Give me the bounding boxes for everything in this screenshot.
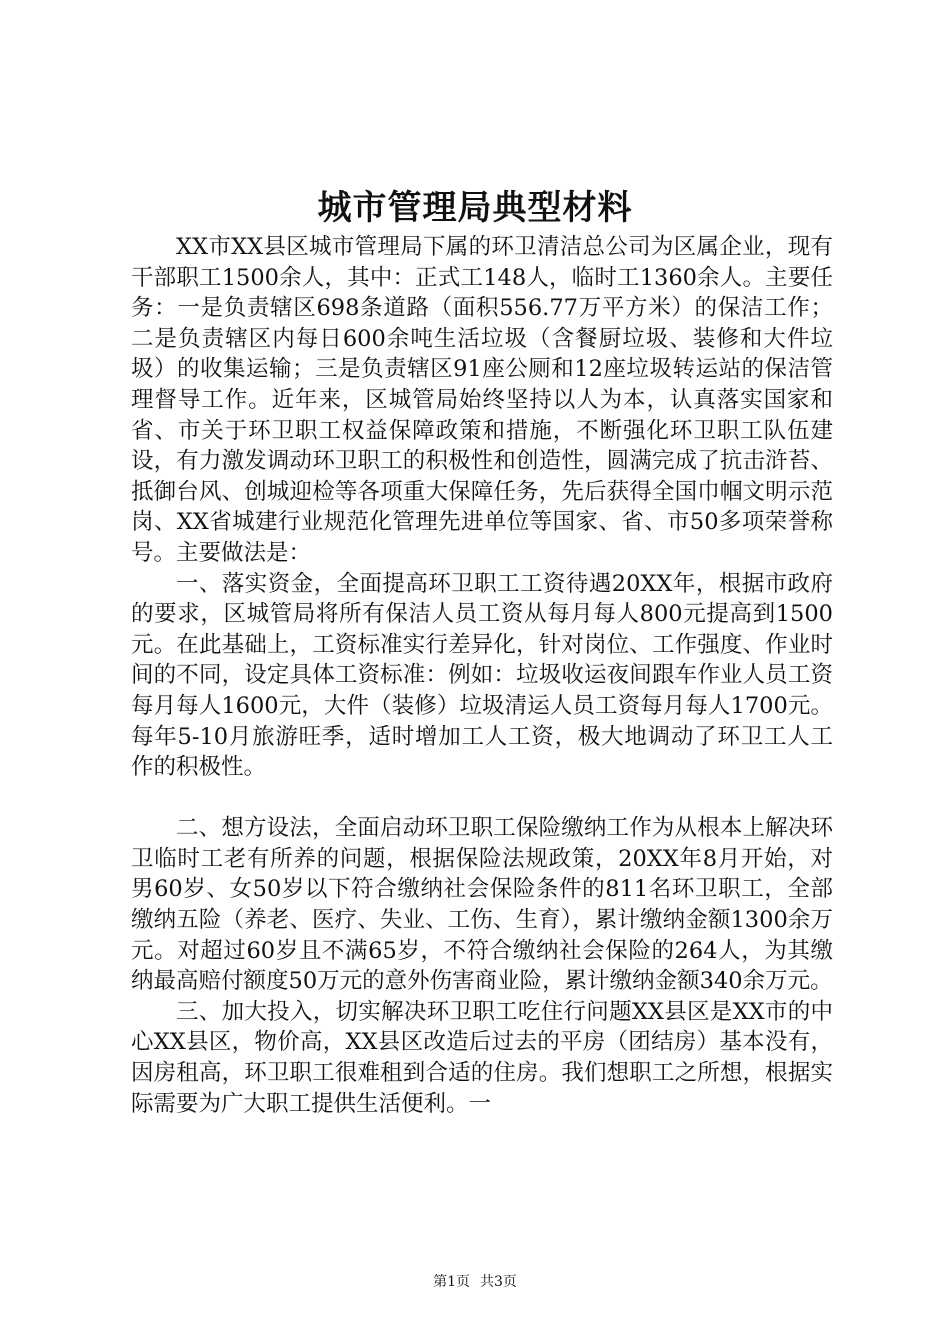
paragraph-intro: XX市XX县区城市管理局下属的环卫清洁总公司为区属企业，现有干部职工1500余人，其中：正式工148人，临时工1360余人。主要任务：一是负责辖区698条道路（面积556.77万平方米）的保洁工作；二是负责辖区内每日600余吨生活垃圾（含餐厨垃圾、装修和大件垃圾）的收集运输；三是负责辖区91座公厕和12座垃圾转运站的保洁管理督导工作。近年来，区城管局始终坚持以人为本，认真落实国家和省、市关于环卫职工权益保障政策和措施，不断强化环卫职工队伍建设，有力激发调动环卫职工的积极性和创造性，圆满完成了抗击浒苔、抵御台风、创城迎检等各项重大保障任务，先后获得全国巾帼文明示范岗、XX省城建行业规范化管理先进单位等国家、省、市50多项荣誉称号。主要做法是：	[131, 234, 833, 566]
page-number: 第1页	[433, 1274, 470, 1290]
paragraph-gap	[131, 783, 833, 814]
paragraph-section-3: 三、加大投入，切实解决环卫职工吃住行问题XX县区是XX市的中心XX县区，物价高，XX县区改造后过去的平房（团结房）基本没有，因房租高，环卫职工很难租到合适的住房。我们想职工之所想，根据实际需要为广大职工提供生活便利。一	[131, 998, 833, 1117]
page-total: 共3页	[480, 1274, 517, 1290]
paragraph-section-2: 二、想方设法，全面启动环卫职工保险缴纳工作为从根本上解决环卫临时工老有所养的问题，根据保险法规政策，20XX年8月开始，对男60岁、女50岁以下符合缴纳社会保险条件的811名环卫职工，全部缴纳五险（养老、医疗、失业、工伤、生育），累计缴纳金额1300余万元。对超过60岁且不满65岁，不符合缴纳社会保险的264人，为其缴纳最高赔付额度50万元的意外伤害商业险，累计缴纳金额340余万元。	[131, 815, 833, 995]
document-title: 城市管理局典型材料	[317, 188, 633, 228]
document-body	[131, 232, 833, 1119]
page-footer	[0, 1272, 950, 1292]
paragraph-section-1: 一、落实资金，全面提高环卫职工工资待遇20XX年，根据市政府的要求，区城管局将所有保洁人员工资从每月每人800元提高到1500元。在此基础上，工资标准实行差异化，针对岗位、工作强度、作业时间的不同，设定具体工资标准：例如：垃圾收运夜间跟车作业人员工资每月每人1600元，大件（装修）垃圾清运人员工资每月每人1700元。每年5-10月旅游旺季，适时增加工人工资，极大地调动了环卫工人工作的积极性。	[131, 570, 833, 781]
